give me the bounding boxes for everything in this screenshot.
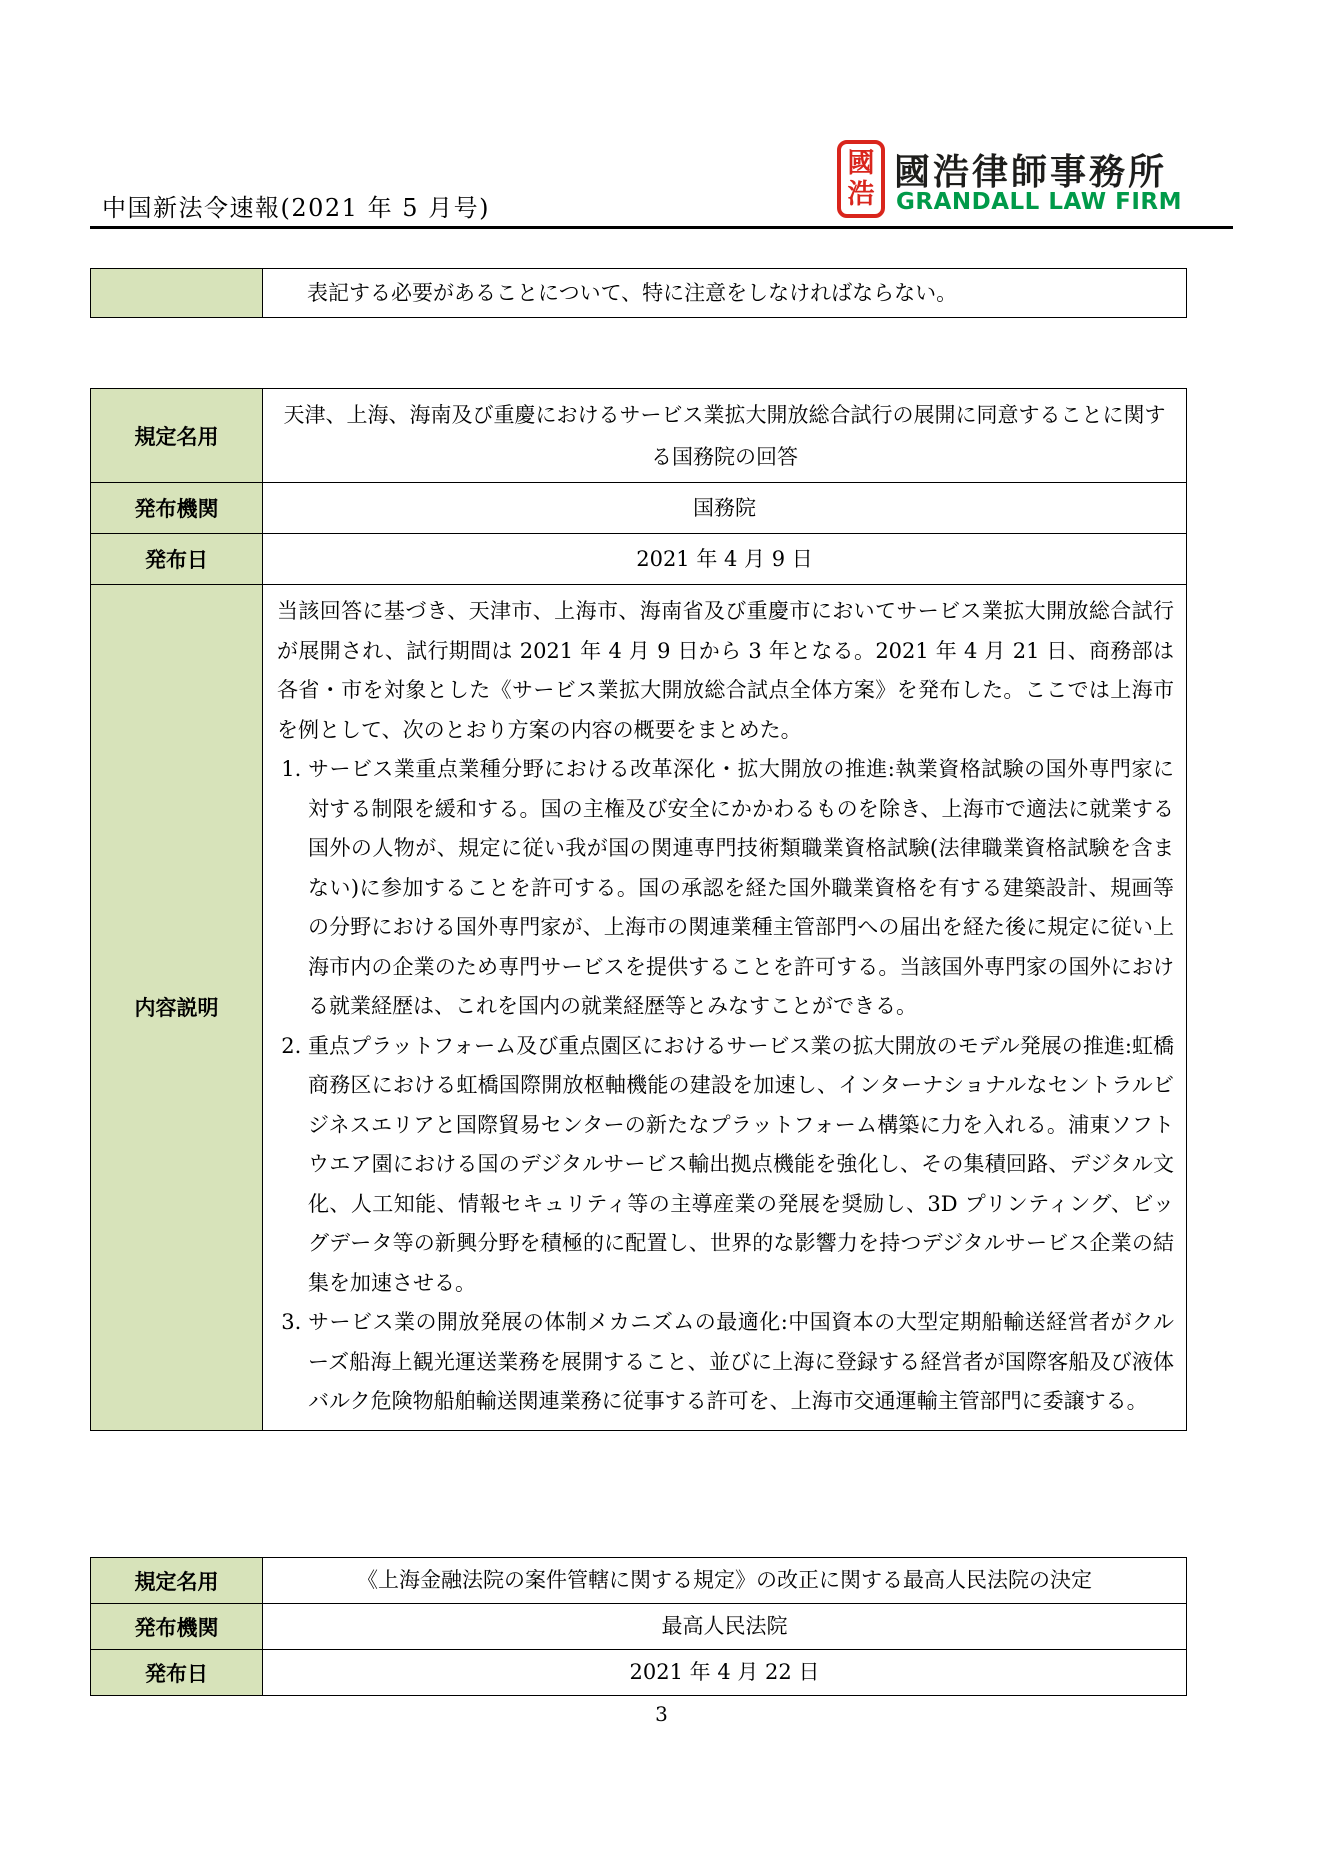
table-row <box>91 1558 1187 1604</box>
label-cell-empty <box>91 269 263 318</box>
firm-name-english: GRANDALL LAW FIRM <box>896 189 1183 215</box>
description-list <box>277 750 1174 1422</box>
header-divider-rule <box>90 226 1233 229</box>
regulation-name-value: 《上海金融法院の案件管轄に関する規定》の改正に関する最高人民法院の決定 <box>263 1558 1187 1604</box>
table-row <box>91 1604 1187 1650</box>
regulation-table-1 <box>90 388 1187 1431</box>
issue-date-value: 2021 年 4 月 22 日 <box>263 1650 1187 1696</box>
label-cell-description: 内容説明 <box>91 585 263 1431</box>
description-cell <box>263 585 1187 1431</box>
label-cell-issue-date: 発布日 <box>91 534 263 585</box>
carryover-table <box>90 268 1187 318</box>
table-row <box>91 269 1187 318</box>
table-row <box>91 389 1187 483</box>
regulation-name-value: 天津、上海、海南及び重慶におけるサービス業拡大開放総合試行の展開に同意することに関する国務院の回答 <box>263 389 1187 483</box>
description-item: 2. 重点プラットフォーム及び重点園区におけるサービス業の拡大開放のモデル発展の推進:虹橋商務区における虹橋国際開放枢軸機能の建設を加速し、インターナショナルなセントラルビジネスエリアと国際貿易センターの新たなプラットフォーム構築に力を入れる。浦東ソフトウエア園における国のデジタルサービス輸出拠点機能を強化し、その集積回路、デジタル文化、人工知能、情報セキュリティ等の主導産業の発展を奨励し、3D プリンティング、ビッグデータ等の新興分野を積極的に配置し、世界的な影響力を持つデジタルサービス企業の結集を加速させる。 <box>308 1027 1174 1304</box>
regulation-table-2 <box>90 1557 1187 1696</box>
table-row <box>91 483 1187 534</box>
description-item: 3. サービス業の開放発展の体制メカニズムの最適化:中国資本の大型定期船輸送経営者がクルーズ船海上観光運送業務を展開すること、並びに上海に登録する経営者が国際客船及び液体バルク危険物船舶輸送関連業務に従事する許可を、上海市交通運輸主管部門に委譲する。 <box>308 1303 1174 1422</box>
description-item: 1. サービス業重点業種分野における改革深化・拡大開放の推進:執業資格試験の国外専門家に対する制限を緩和する。国の主権及び安全にかかわるものを除き、上海市で適法に就業する国外の人物が、規定に従い我が国の関連専門技術類職業資格試験(法律職業資格試験を含まない)に参加することを許可する。国の承認を経た国外職業資格を有する建築設計、規画等の分野における国外専門家が、上海市の関連業種主管部門への届出を経た後に規定に従い上海市内の企業のため専門サービスを提供することを許可する。当該国外専門家の国外における就業経歴は、これを国内の就業経歴等とみなすことができる。 <box>308 750 1174 1027</box>
table-row <box>91 585 1187 1431</box>
description-intro: 当該回答に基づき、天津市、上海市、海南省及び重慶市においてサービス業拡大開放総合試行が展開され、試行期間は 2021 年 4 月 9 日から 3 年となる。2021 年 4 月 21 日、商務部は各省・市を対象とした《サービス業拡大開放総合試点全体方案》を発布した。ここでは上海市を例として、次のとおり方案の内容の概要をまとめた。 <box>277 599 1174 742</box>
newsletter-title: 中国新法令速報(2021 年 5 月号) <box>102 194 490 222</box>
issuing-org-value: 国務院 <box>263 483 1187 534</box>
page-number: 3 <box>655 1702 668 1726</box>
label-cell-regulation-name: 規定名用 <box>91 1558 263 1604</box>
firm-name-chinese: 國浩律師事務所 <box>894 152 1168 193</box>
grandall-seal-logo <box>837 140 885 218</box>
issuing-org-value: 最高人民法院 <box>263 1604 1187 1650</box>
carryover-text-cell: 表記する必要があることについて、特に注意をしなければならない。 <box>263 269 1187 318</box>
table-row <box>91 534 1187 585</box>
issue-date-value: 2021 年 4 月 9 日 <box>263 534 1187 585</box>
table-row <box>91 1650 1187 1696</box>
label-cell-issuing-org: 発布機関 <box>91 1604 263 1650</box>
label-cell-issuing-org: 発布機関 <box>91 483 263 534</box>
label-cell-issue-date: 発布日 <box>91 1650 263 1696</box>
seal-character-top: 國 <box>847 147 875 179</box>
label-cell-regulation-name: 規定名用 <box>91 389 263 483</box>
seal-character-bottom: 浩 <box>847 179 875 210</box>
